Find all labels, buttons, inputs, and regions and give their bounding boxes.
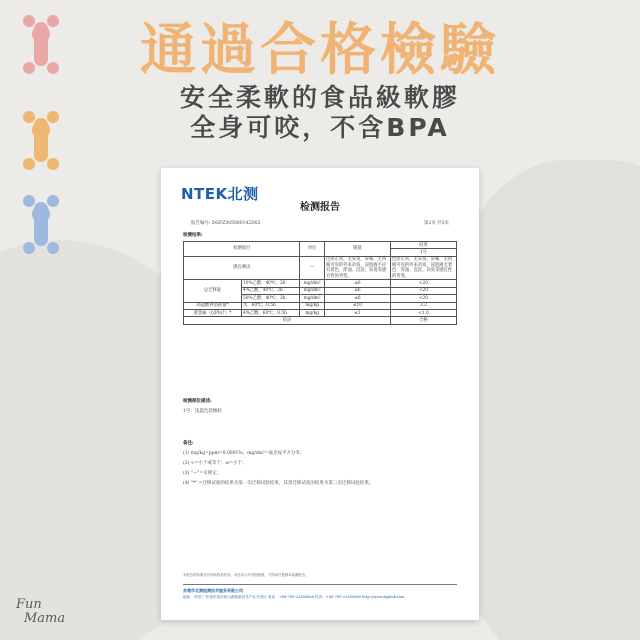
table-row [184,317,457,324]
migration-unit: mg/dm² [300,295,325,302]
sensory-limit: 色泽正常，无异臭、异味，无肉眼可见的外来杂质，浸泡液不应有着色、浑浊、沉淀、异臭等感官性的劣变。 [325,256,391,280]
heavy-metal-item: 重金属（以Pb计）* [184,310,242,317]
table-row [184,302,457,309]
subheadline-1: 安全柔軟的食品級軟膠 [179,83,460,112]
sensory-unit: — [300,256,325,280]
ntek-logo: NTEK北测 [181,185,259,203]
brand-mark-line-2: Mama [24,611,66,626]
migration-limit: ≤6 [325,295,391,302]
report-title: 检测报告 [300,202,340,213]
header-unit: 单位 [300,242,325,257]
table-row [184,310,457,317]
heavy-metal-result: <1.0 [391,310,457,317]
migration-unit: mg/dm² [300,280,325,287]
table-row [184,256,457,280]
kmno4-result: 3.2 [391,302,457,309]
heavy-metal-cond: 4%乙酸，60℃，0.5h [242,310,300,317]
sample-description: 1号：浅蓝色硅橡胶 [183,409,222,414]
migration-unit: mg/dm² [300,287,325,294]
heavy-metal-unit: mg/kg [300,310,325,317]
conclusion-value: 合格 [391,317,457,324]
footer-divider [183,584,457,585]
test-report-document [161,168,479,620]
table-header-row [184,242,457,249]
note-item: (3) "—"=未规定； [183,471,222,476]
kmno4-item: 高锰酸钾消耗量* [184,302,242,309]
kmno4-unit: mg/kg [300,302,325,309]
footer-note: 本报告的结果仅对所检样品有效。未经本公司书面批准，不得部分复制本检测报告。 [183,573,309,577]
headline: 通過合格檢驗 [140,18,500,83]
orange-teether-icon [18,110,64,172]
migration-result: <20 [391,295,457,302]
header-sample: 1号 [391,249,457,256]
results-table [183,241,457,325]
report-number: 报告编号: DGFZ305080142D02 [191,221,261,226]
results-heading: 检测结果: [183,233,203,238]
brand-mark [16,598,65,626]
sensory-item: 感官测试 [184,256,300,280]
migration-item: 总迁移量 [184,280,242,302]
header-item: 检测项目 [184,242,300,257]
company-contact: 地址：中国 广东省东莞市松山湖高新技术产业开发区 电话：+86-769-22380686 传真：+86-769-22380680 http://www.dgntek.com [183,595,405,599]
conclusion-label: 结论 [184,317,391,324]
subheadline-2: 全身可咬，不含BPA [190,113,450,142]
migration-cond: 10%乙醇，40℃，2h [242,280,300,287]
page-number: 第2页 共3页 [423,221,449,226]
migration-result: <20 [391,280,457,287]
kmno4-limit: ≤10 [325,302,391,309]
header-limit: 限值 [325,242,391,257]
table-row [184,280,457,287]
note-item: (2) <=小于或等于；≤=小于； [183,461,247,466]
sensory-result: 色泽正常，无异臭、异味，无肉眼可见的外来杂质，浸泡液无着色、浑浊、沉淀、异臭等感官性的劣变。 [391,256,457,280]
header-result: 结果 [391,242,457,249]
company-name: 东莞市北测检测技术服务有限公司 [183,588,243,593]
pink-teether-icon [18,14,64,76]
notes-list [183,451,463,491]
migration-limit: ≤6 [325,280,391,287]
notes-heading: 备注: [183,441,194,446]
heavy-metal-limit: ≤1 [325,310,391,317]
note-item: (4) "*" =迁移试验的结果为第一次迁移试验结果，其余迁移试验的结果为第三次迁移试验结果。 [183,481,374,486]
sample-heading: 检测部位描述: [183,399,212,404]
brand-mark-line-1: Fun [16,597,42,612]
migration-cond: 4%乙酸，40℃，2h [242,287,300,294]
note-item: (1) mg/kg=ppm=0.0001%；mg/dm²=毫克每平方分米； [183,451,305,456]
blue-teether-icon [18,194,64,256]
kmno4-cond: 水，60℃，0.5h [242,302,300,309]
migration-result: <20 [391,287,457,294]
migration-limit: ≤6 [325,287,391,294]
migration-cond: 50%乙醇，40℃，2h [242,295,300,302]
